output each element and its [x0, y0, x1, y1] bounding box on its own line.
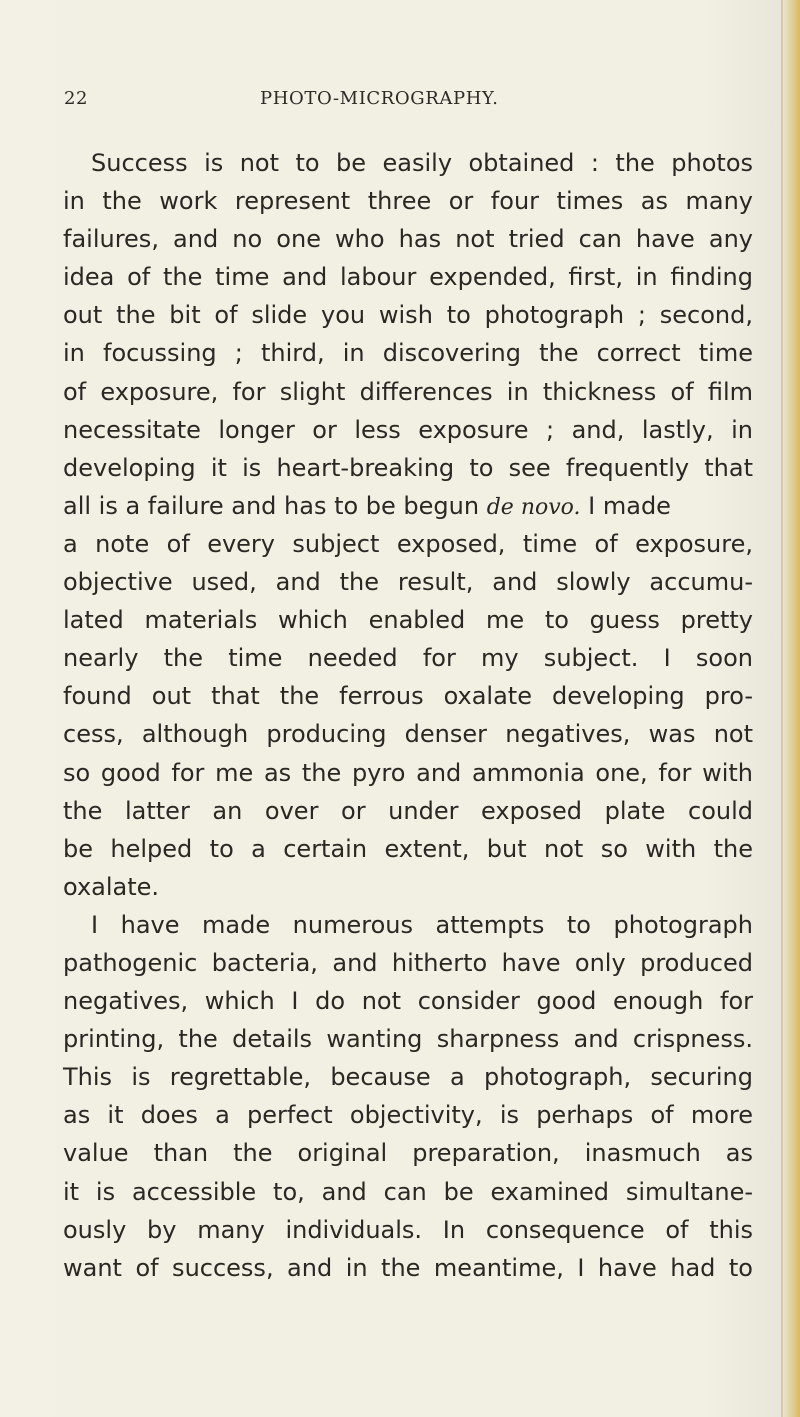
- paragraph-line: idea of the time and labour expended, first, in finding: [63, 263, 753, 292]
- paragraph-line: failures, and no one who has not tried can have any: [63, 225, 753, 254]
- paragraph-line: want of success, and in the meantime, I have had to: [63, 1253, 753, 1282]
- paragraph-line: I have made numerous attempts to photograph: [91, 910, 753, 939]
- paragraph-line: nearly the time needed for my subject. I soon: [63, 644, 753, 673]
- running-title: PHOTO-MICROGRAPHY.: [260, 88, 499, 109]
- paragraph-line: cess, although producing denser negatives, was not: [63, 720, 753, 749]
- paragraph-line: value than the original preparation, inasmuch as: [63, 1139, 753, 1168]
- paragraph-line-with-italic: [63, 487, 753, 525]
- paragraph-line: a note of every subject exposed, time of exposure,: [63, 529, 753, 558]
- page-header: [64, 88, 754, 114]
- paragraph-line: objective used, and the result, and slowly accumu-: [63, 568, 753, 597]
- paragraph-text-segment: I made: [580, 491, 671, 520]
- paragraph-line: ously by many individuals. In consequence of this: [63, 1215, 753, 1244]
- paragraph-line: be helped to a certain extent, but not so with the: [63, 834, 753, 863]
- paragraph-line: negatives, which I do not consider good enough for: [63, 987, 753, 1016]
- paragraph-line: pathogenic bacteria, and hitherto have only produced: [63, 948, 753, 977]
- paragraph-line: developing it is heart-breaking to see frequently that: [63, 453, 753, 482]
- paragraph-line: necessitate longer or less exposure ; and, lastly, in: [63, 415, 753, 444]
- page-number: 22: [64, 88, 89, 109]
- paragraph-line: lated materials which enabled me to guess pretty: [63, 606, 753, 635]
- paragraph-line: in the work represent three or four times as many: [63, 187, 753, 216]
- paragraph-line: of exposure, for slight differences in thickness of film: [63, 377, 753, 406]
- paragraph-line: oxalate.: [63, 872, 160, 901]
- body-text: [63, 144, 753, 1287]
- italic-phrase: de novo.: [486, 494, 581, 520]
- paragraph-line: as it does a perfect objectivity, is perhaps of more: [63, 1101, 753, 1130]
- paragraph-line: found out that the ferrous oxalate developing pro-: [63, 682, 753, 711]
- paragraph-line: in focussing ; third, in discovering the correct time: [63, 339, 753, 368]
- paragraph-line: so good for me as the pyro and ammonia one, for with: [63, 758, 753, 787]
- paragraph-line: out the bit of slide you wish to photograph ; second,: [63, 301, 753, 330]
- paragraph-text-segment: all is a failure and has to be begun: [63, 491, 487, 520]
- paragraph-line: it is accessible to, and can be examined simultane-: [63, 1177, 753, 1206]
- page-edge: [782, 0, 800, 1417]
- paragraph-line: printing, the details wanting sharpness and crispness.: [63, 1025, 753, 1054]
- paragraph-line: This is regrettable, because a photograph, securing: [63, 1063, 753, 1092]
- page-edge-line: [781, 0, 783, 1417]
- paragraph-line: the latter an over or under exposed plate could: [63, 796, 753, 825]
- paragraph-line: Success is not to be easily obtained : the photos: [91, 149, 753, 177]
